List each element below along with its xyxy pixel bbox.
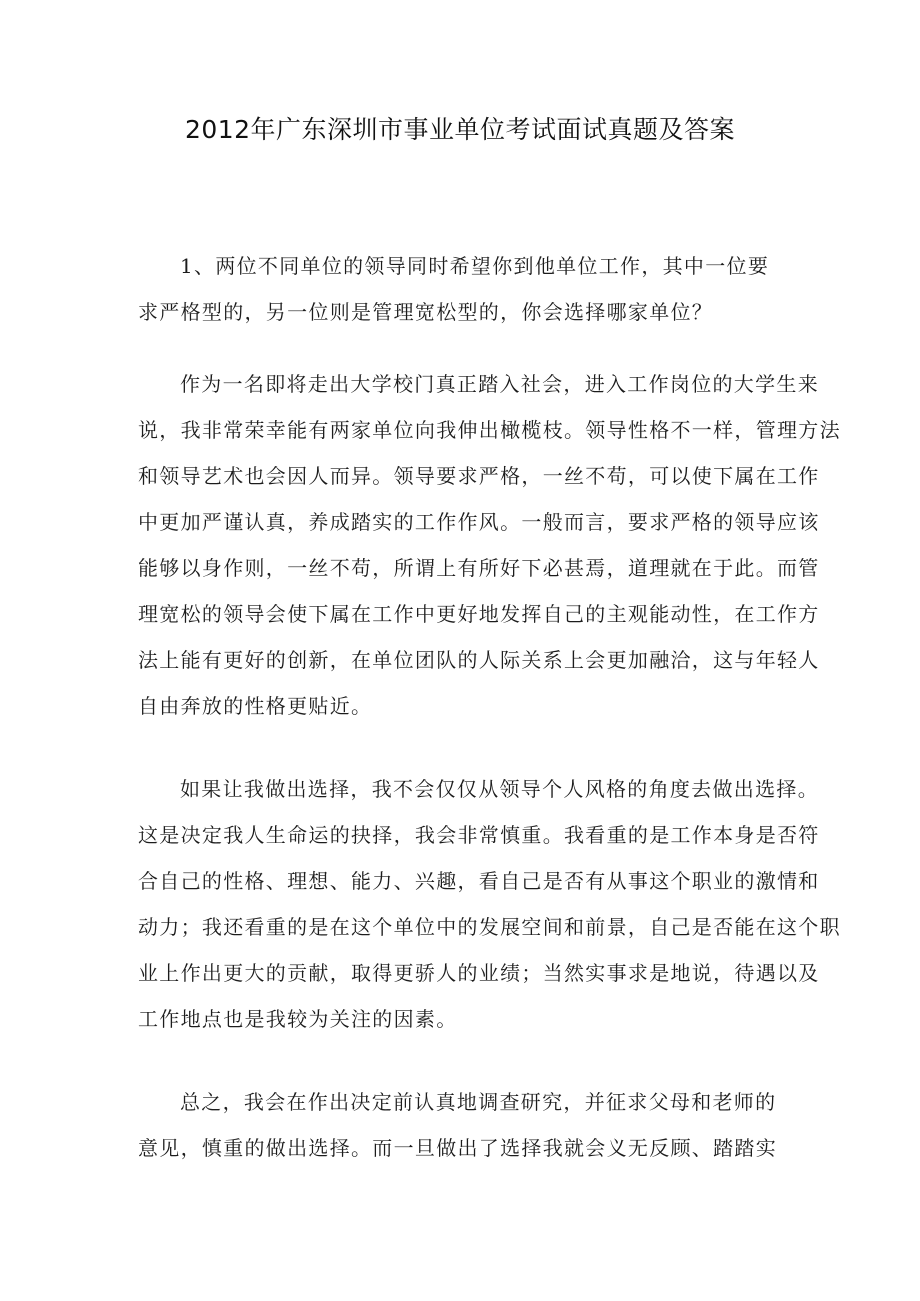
paragraph-line: 求严格型的，另一位则是管理宽松型的，你会选择哪家单位？: [138, 300, 714, 324]
paragraph-line: 这是决定我人生命运的抉择，我会非常慎重。我看重的是工作本身是否符: [138, 823, 820, 847]
paragraph-line: 1、两位不同单位的领导同时希望你到他单位工作，其中一位要: [180, 254, 770, 278]
paragraph-line: 中更加严谨认真，养成踏实的工作作风。一般而言，要求严格的领导应该: [138, 510, 820, 534]
paragraph-line: 作为一名即将走出大学校门真正踏入社会，进入工作岗位的大学生来: [180, 372, 819, 396]
paragraph-line: 说，我非常荣幸能有两家单位向我伸出橄榄枝。领导性格不一样，管理方法: [138, 418, 841, 442]
paragraph-line: 如果让我做出选择，我不会仅仅从领导个人风格的角度去做出选择。: [180, 777, 819, 801]
paragraph-line: 工作地点也是我较为关注的因素。: [138, 1007, 458, 1031]
paragraph-line: 总之，我会在作出决定前认真地调查研究，并征求父母和老师的: [180, 1090, 777, 1114]
paragraph-line: 业上作出更大的贡献，取得更骄人的业绩；当然实事求是地说，待遇以及: [138, 961, 820, 985]
paragraph-line: 合自己的性格、理想、能力、兴趣，看自己是否有从事这个职业的激情和: [138, 869, 820, 893]
paragraph-line: 自由奔放的性格更贴近。: [138, 694, 373, 718]
paragraph-line: 理宽松的领导会使下属在工作中更好地发挥自己的主观能动性，在工作方: [138, 602, 820, 626]
paragraph-line: 动力；我还看重的是在这个单位中的发展空间和前景，自己是否能在这个职: [138, 915, 841, 939]
paragraph-line: 能够以身作则，一丝不苟，所谓上有所好下必甚焉，道理就在于此。而管: [138, 556, 820, 580]
paragraph-line: 意见，慎重的做出选择。而一旦做出了选择我就会义无反顾、踏踏实: [138, 1136, 777, 1160]
paragraph-line: 和领导艺术也会因人而异。领导要求严格，一丝不苟，可以使下属在工作: [138, 464, 820, 488]
paragraph-line: 法上能有更好的创新，在单位团队的人际关系上会更加融洽，这与年轻人: [138, 648, 820, 672]
document-title: 2012年广东深圳市事业单位考试面试真题及答案: [184, 115, 736, 144]
